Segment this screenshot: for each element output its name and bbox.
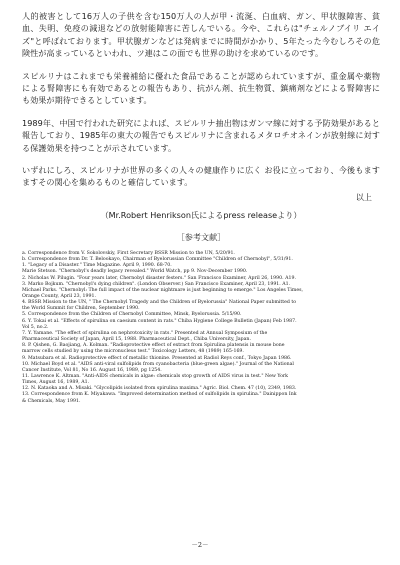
reference-item: 13. Correspondence from K. Miyakawa. "Improved determination method of sulfolipids in spirulina." Dainippon Ink (22, 392, 297, 398)
reference-item: Marie Stetson. "Chernobyl's deadly legacy revealed." World Watch, pp 9. Nov-December 1990. (22, 269, 248, 275)
references-heading: ［参考文献］ (176, 231, 226, 242)
reference-item: & Chemicals, May 1991. (22, 398, 81, 404)
reference-item: 4. BSSR Mission to the UN, " The Chernobyl Tragedy and the Children of Byelorussia" National Paper submitted to (22, 300, 297, 306)
reference-item: 1. "Legacy of a Disaster." Time Magazine. April 9, 1990. 68-70. (22, 263, 172, 269)
references-list (22, 251, 380, 405)
reference-item: Cancer Institute, Vol 81, No 16. August 16, 1989, pg 1254. (22, 367, 162, 373)
reference-item: the World Summit for Children, September 1990. (22, 306, 140, 312)
paragraph-research: 1989年、中国で行われた研究によれば、スピルリナ抽出物はガンマ線に対する予防効果があると報告しており、1985年の東大の報告でもスピルリナに含まれるメタロチオネインが放射線に対する保護効果を持つことが示されています。 (22, 117, 380, 153)
closing-mark: 以上 (355, 191, 372, 202)
reference-item: 3. Marko Bojkum. "Chernobyl's dying children". (London Observer.) San Francisco Examiner, April 23, 1991. A1. (22, 281, 291, 287)
reference-item: 5. Correspondence from the Children of Chernobyl Committee, Minsk, Byelorussia. 5/15/90. (22, 312, 242, 318)
reference-item: a. Correspondence from V. Sokolovskiy, First Secretary BSSR Mission to the UN, 5/20/91. (22, 250, 235, 256)
reference-item: Pharmaceutical Society of Japan, April 15, 1988. Pharmaceutical Dept., Chiba University, Japan. (22, 337, 251, 343)
source-attribution: （Mr.Robert Henrikson氏によるpress releaseより） (100, 209, 302, 220)
reference-item: Michael Parks. "Chernobyl: The full impact of the nuclear nightmare is just beginning to emerge." Los Angeles Times, (22, 287, 303, 293)
paragraph-nutrition: スピルリナはこれまでも栄養補給に優れた食品であることが認められていますが、重金属や薬物による腎障害にも有効であるとの報告もあり、抗がん剤、抗生物質、鎮痛剤などによる腎障害にも効果が期待できるとしています。 (22, 70, 380, 106)
reference-item: 7. Y. Yamane. "The effect of spirulina on nephrotoxicity in rats." Presented at Annual Symposium of the (22, 330, 268, 336)
reference-item: 11. Lawrence K. Altman. "Anti-AIDS chemicals in algae: chemicals stop growth of AIDS virus in test." New York (22, 374, 288, 379)
reference-item: 8. P. Qishen, G. Baojiang, A. Kolman. "Radioprotective effect of extract from Spirulina platensis in mouse bone (22, 343, 285, 349)
reference-item: Vol 5, no.2. (22, 324, 49, 330)
reference-item: marrow cells studied by using the micronucleus test." Toxicology Letters, 48 (1989) 165-169. (22, 349, 244, 355)
paragraph-damage: 人的被害として16万人の子供を含む150万人の人が甲・流涎、白血病、ガン、甲状腺障害、貧血、失明、免疫の減退などの放射能障害に苦しんでいる。今や、これらは"チェルノブイリ エイズ"と呼ばれております。甲状腺ガンなどは発病までに時間がかかり、5年たった今むしろその危険性が高まっているといわれ、ツ連はこの面でも世界の助けを求めているのです。 (22, 11, 380, 59)
reference-item: 9. Matsubara et al. Radioprotective effect of metallic thionine. Presented at Radiol Reys conf., Tokyo Japan 1986. (22, 355, 292, 361)
reference-item: 10. Michael Boyd et al. "AIDS anti-viral sulfolipids from cyanobacteria (blue-green algae)." Journal of the National (22, 361, 294, 367)
reference-item: 6. Y. Tokai et al. "Effects of spirulina on caesium content in rats." Chiba Hygiene College Bulletin (Japan) Feb 1987. (22, 318, 297, 324)
reference-item: Times, August 16, 1989, A1. (22, 380, 90, 386)
paragraph-conclusion: いずれにしろ、スピルリナが世界の多くの人々の健康作りに広く お役に立っており、今後もますますその関心を集めるものと確信しています。 (22, 165, 380, 188)
reference-item: Orange County, April 23, 1991. (22, 293, 96, 299)
reference-item: b. Correspondence from Dr. T. Belookayo, Chairman of Byelorussian Committee "Children of Chernobyl", 5/31/91. (22, 257, 293, 263)
reference-item: 2. Nicholas W. Pilugin. "Four years later, Chernobyl disaster festers." San Francisco Examiner, April 26, 1990. A19. (22, 275, 296, 281)
page-number: －2－ (191, 541, 209, 549)
reference-item: 12. N. Kataoka and A. Misaki. "Glycolipids isolated from spirulina maxima." Agric. Biol. Chem. 47 (10), 2349, 1983. (22, 386, 297, 392)
